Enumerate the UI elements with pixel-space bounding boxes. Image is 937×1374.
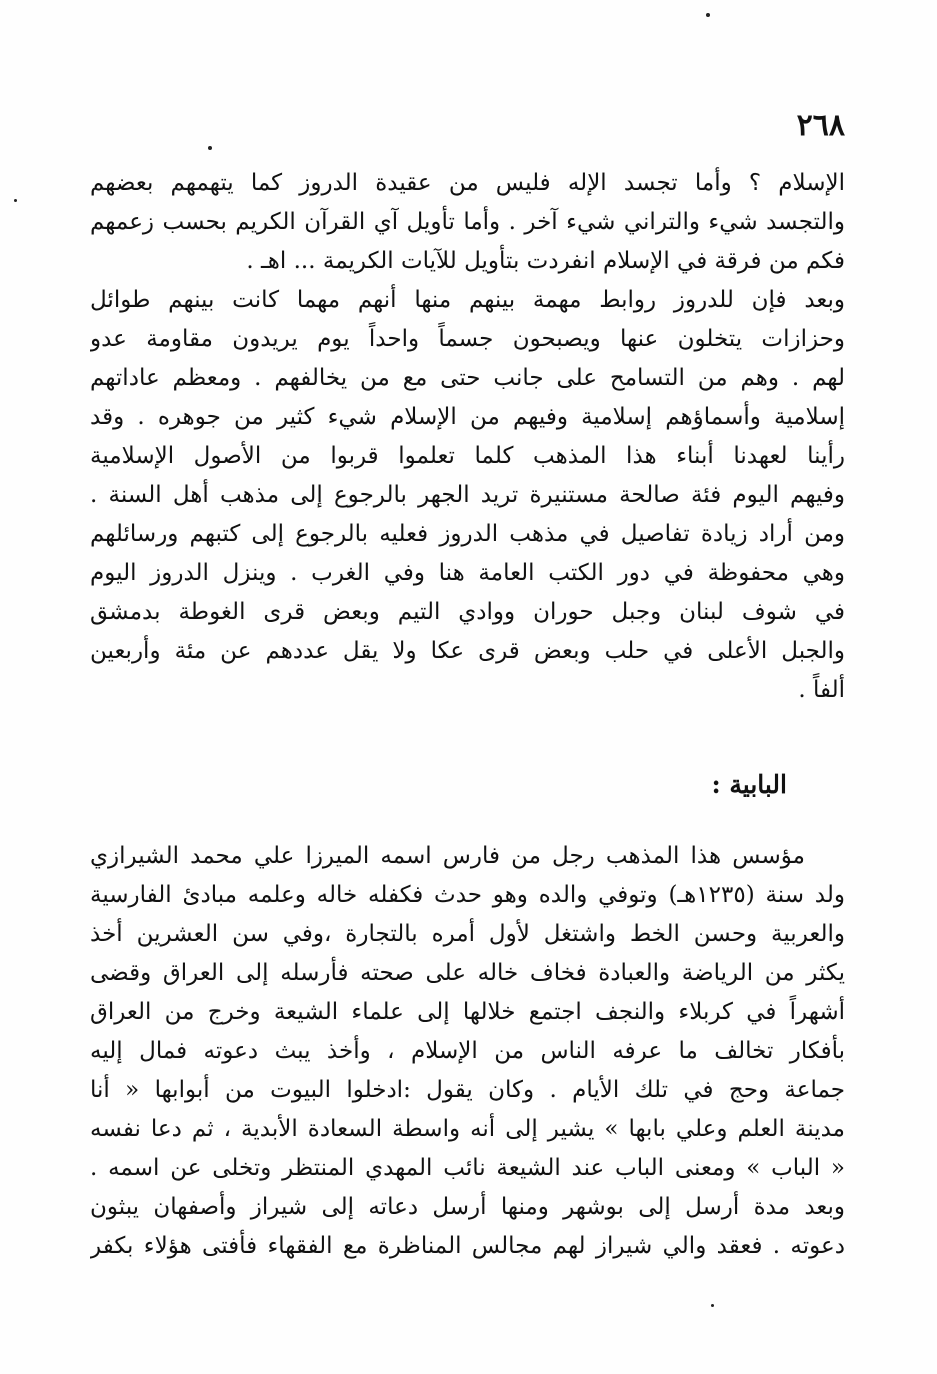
ink-speck [14, 199, 17, 202]
text-line: بأفكار تخالف ما عرفه الناس من الإسلام ، وأخذ يبث دعوته فمال إليه [90, 1038, 845, 1064]
ink-speck [208, 146, 212, 150]
ink-speck [706, 13, 710, 17]
text-line: وبعد مدة أرسل إلى بوشهر ومنها أرسل دعاته إلى شيراز وأصفهان يبثون [90, 1194, 845, 1220]
text-line: فكم من فرقة في الإسلام انفردت بتأويل للآيات الكريمة ... اهـ . [246, 248, 845, 274]
text-line: « الباب » ومعنى الباب عند الشيعة نائب المهدي المنتظر وتخلى عن اسمه . [90, 1155, 845, 1181]
paragraph-babism-section [90, 837, 845, 1266]
text-line: يكثر من الرياضة والعبادة فخاف خاله على صحته فأرسله إلى العراق وقضى [90, 960, 845, 986]
text-line: دعوته . فعقد والي شيراز لهم مجالس المناظرة مع الفقهاء فأفتى هؤلاء بكفر [90, 1233, 845, 1259]
ink-speck [711, 1304, 714, 1307]
text-line: أشهراً في كربلاء والنجف اجتمع خلالها إلى علماء الشيعة وخرج من العراق [90, 999, 845, 1025]
text-line: مدينة العلم وعلي بابها » يشير إلى أنه واسطة السعادة الأبدية ، ثم دعا نفسه [90, 1116, 845, 1142]
text-line: في شوف لبنان وجبل حوران ووادي التيم وبعض قرى الغوطة بدمشق [90, 599, 845, 625]
text-line: جماعة وحج في تلك الأيام . وكان يقول :ادخلوا البيوت من أبوابها « أنا [90, 1077, 845, 1103]
text-line: والتجسد شيء والتراني شيء آخر . وأما تأويل آي القرآن الكريم بحسب زعمهم [90, 209, 845, 235]
text-line: رأينا لعهدنا أبناء هذا المذهب كلما تعلموا قربوا من الأصول الإسلامية [90, 443, 845, 469]
text-line: وحزازات يتخلون عنها ويصبحون جسماً واحداً يوم يريدون مقاومة عدو [90, 326, 845, 352]
section-heading: البابية : [711, 770, 787, 799]
text-line: والعربية وحسن الخط واشتغل لأول أمره بالتجارة ،وفي سن العشرين أخذ [90, 921, 845, 947]
text-line: وفيهم اليوم فئة صالحة مستنيرة تريد الجهر بالرجوع إلى مذهب أهل السنة . [90, 482, 845, 508]
text-line: الإسلام ؟ وأما تجسد الإله فليس من عقيدة الدروز كما يتهمهم بعضهم [90, 170, 845, 196]
text-line: ألفاً . [798, 677, 845, 703]
text-line: ولد سنة (١٢٣٥هـ) وتوفي والده وهو حدث فكفله خاله وعلمه مبادئ الفارسية [90, 882, 845, 908]
page-number: ٢٦٨ [796, 108, 845, 143]
text-line: وبعد فإن للدروز روابط مهمة بينهم منها أنهم مهما كانت بينهم طوائل [90, 287, 845, 313]
paragraph-druze-section [90, 164, 845, 710]
text-line: وهي محفوظة في دور الكتب العامة هنا وفي الغرب . وينزل الدروز اليوم [90, 560, 845, 586]
text-line: والجبل الأعلى في حلب وبعض قرى عكا ولا يقل عددهم عن مئة وأربعين [90, 638, 845, 664]
text-line: إسلامية وأسماؤهم إسلامية وفيهم من الإسلام شيء كثير من جوهره . وقد [90, 404, 845, 430]
text-line: لهم . وهم من التسامح على جانب حتى مع من يخالفهم . ومعظم عاداتهم [90, 365, 845, 391]
text-line: مؤسس هذا المذهب رجل من فارس اسمه الميرزا علي محمد الشيرازي [90, 843, 805, 869]
text-line: ومن أراد زيادة تفاصيل في مذهب الدروز فعليه بالرجوع إلى كتبهم ورسائلهم [90, 521, 845, 547]
